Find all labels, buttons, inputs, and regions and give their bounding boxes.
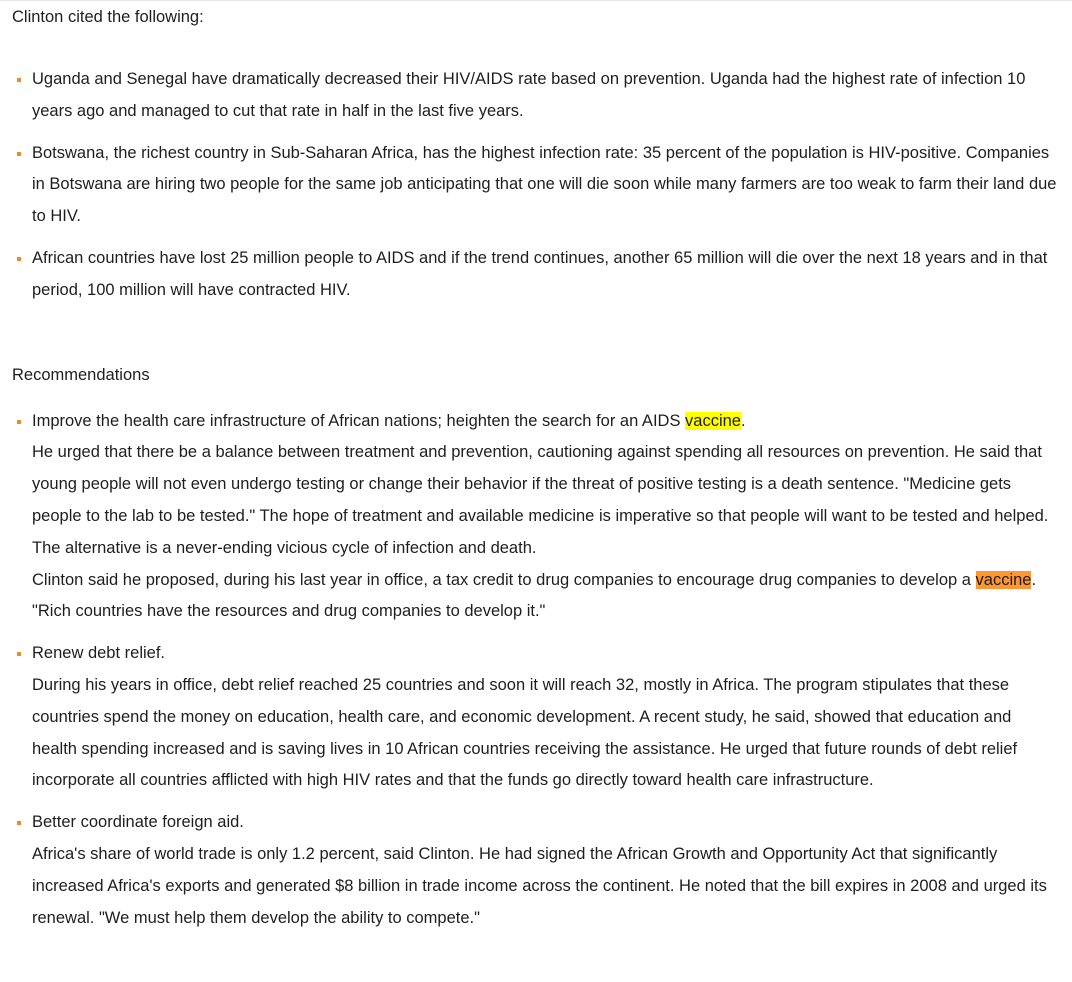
recommendation-paragraph: Africa's share of world trade is only 1.2 percent, said Clinton. He had signed the African Growth and Opportunity Act that significantly increased Africa's exports and generated $8 billion in trade income across the continent. He noted that the bill expires in 2008 and urged its renewal. "We must help them develop the ability to compete."	[32, 844, 1047, 927]
square-bullet-icon	[17, 78, 21, 82]
recommendation-paragraph: During his years in office, debt relief reached 25 countries and soon it will reach 32, mostly in Africa. The program stipulates that these countries spend the money on education, health care, and economic development. A recent study, he said, showed that education and health spending increased and is saving lives in 10 African countries receiving the assistance. He urged that future rounds of debt relief incorporate all countries afflicted with high HIV rates and that the funds go directly toward health care infrastructure.	[32, 675, 1018, 790]
recommendation-title: Better coordinate foreign aid.	[32, 813, 244, 832]
recommendations-list	[12, 406, 1060, 935]
paragraph-text: Clinton said he proposed, during his last year in office, a tax credit to drug companies to encourage drug companies to develop a	[32, 570, 976, 589]
square-bullet-icon	[17, 821, 21, 825]
list-item	[12, 243, 1060, 307]
article-body	[0, 1, 1060, 934]
recommendation-paragraph	[32, 565, 1060, 629]
square-bullet-icon	[17, 420, 21, 424]
list-item	[12, 64, 1060, 128]
recommendation-title-end: .	[740, 411, 746, 430]
recommendation-paragraph: He urged that there be a balance between treatment and prevention, cautioning against spending all resources on prevention. He said that young people will not even undergo testing or change their behavior if the threat of positive testing is a death sentence. "Medicine gets people to the lab to be tested." The hope of treatment and available medicine is imperative so that people will want to be tested and helped. The alternative is a never-ending vicious cycle of infection and death.	[32, 443, 1049, 557]
recommendation-title-text: Improve the health care infrastructure of African nations; heighten the search for an AIDS	[32, 411, 686, 430]
recommendations-heading: Recommendations	[12, 365, 150, 384]
list-item	[12, 406, 1060, 629]
list-item	[12, 807, 1060, 934]
search-highlight-active: vaccine	[975, 570, 1032, 589]
search-highlight-current: vaccine	[685, 411, 741, 430]
square-bullet-icon	[17, 152, 21, 156]
list-item-text: African countries have lost 25 million people to AIDS and if the trend continues, another 65 million will die over the next 18 years and in that period, 100 million will have contracted HIV.	[32, 248, 1048, 299]
list-item-text: Botswana, the richest country in Sub-Saharan Africa, has the highest infection rate: 35 percent of the population is HIV-positive. Companies in Botswana are hiring two people for the same job anticipating that one will die soon while many farmers are too weak to farm their land due to HIV.	[32, 143, 1057, 226]
cited-list	[12, 64, 1060, 307]
list-item-text: Uganda and Senegal have dramatically decreased their HIV/AIDS rate based on prevention. Uganda had the highest rate of infection 10 years ago and managed to cut that rate in half in the last five years.	[32, 70, 1026, 120]
intro-text: Clinton cited the following:	[12, 8, 204, 26]
list-item	[12, 138, 1060, 233]
paragraph-text-end: . "Rich countries have the resources and drug companies to develop it."	[32, 570, 1037, 621]
recommendation-title: Renew debt relief.	[32, 644, 165, 663]
square-bullet-icon	[17, 257, 21, 261]
square-bullet-icon	[17, 652, 21, 656]
list-item	[12, 638, 1060, 797]
recommendation-title	[32, 406, 1060, 438]
